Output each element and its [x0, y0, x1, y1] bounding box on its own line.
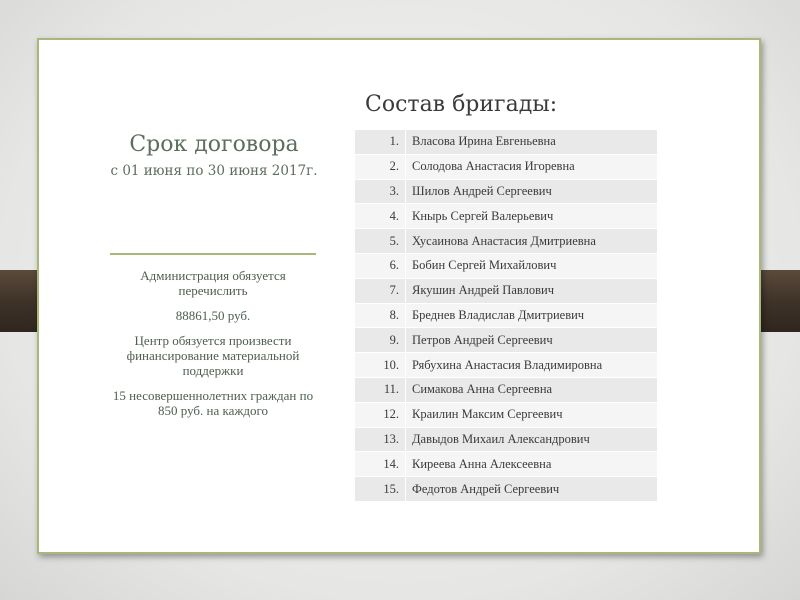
- table-row: [355, 253, 658, 278]
- table-row: [355, 154, 658, 179]
- row-number: 7.: [355, 278, 406, 303]
- term-title: Срок договора: [129, 132, 299, 157]
- member-name: Киреева Анна Алексеевна: [406, 452, 658, 477]
- member-name: Якушин Андрей Павлович: [406, 278, 658, 303]
- info-paragraph: 15 несовершеннолетних граждан по 850 руб. на каждого: [112, 388, 314, 418]
- info-paragraph: Центр обязуется произвести финансирование материальной поддержки: [126, 333, 300, 378]
- table-row: [355, 179, 658, 204]
- member-name: Рябухина Анастасия Владимировна: [406, 353, 658, 378]
- info-block: [112, 268, 314, 428]
- row-number: 9.: [355, 328, 406, 353]
- row-number: 4.: [355, 204, 406, 229]
- member-name: Кнырь Сергей Валерьевич: [406, 204, 658, 229]
- table-row: [355, 278, 658, 303]
- table-row: [355, 353, 658, 378]
- table-row: [355, 427, 658, 452]
- info-paragraph: Администрация обязуется перечислить: [140, 268, 286, 298]
- row-number: 6.: [355, 253, 406, 278]
- divider-line: [110, 253, 316, 255]
- row-number: 11.: [355, 377, 406, 402]
- table-row: [355, 377, 658, 402]
- row-number: 3.: [355, 179, 406, 204]
- crew-table: [354, 129, 658, 502]
- member-name: Бреднев Владислав Дмитриевич: [406, 303, 658, 328]
- row-number: 15.: [355, 477, 406, 502]
- row-number: 13.: [355, 427, 406, 452]
- table-row: [355, 402, 658, 427]
- term-dates: с 01 июня по 30 июня 2017г.: [110, 163, 318, 179]
- member-name: Федотов Андрей Сергеевич: [406, 477, 658, 502]
- row-number: 10.: [355, 353, 406, 378]
- row-number: 5.: [355, 229, 406, 254]
- member-name: Краилин Максим Сергеевич: [406, 402, 658, 427]
- table-row: [355, 328, 658, 353]
- member-name: Солодова Анастасия Игоревна: [406, 154, 658, 179]
- crew-title: Состав бригады:: [365, 92, 558, 117]
- row-number: 8.: [355, 303, 406, 328]
- member-name: Петров Андрей Сергеевич: [406, 328, 658, 353]
- row-number: 14.: [355, 452, 406, 477]
- member-name: Давыдов Михаил Александрович: [406, 427, 658, 452]
- member-name: Власова Ирина Евгеньевна: [406, 130, 658, 155]
- table-row: [355, 452, 658, 477]
- table-row: [355, 204, 658, 229]
- table-row: [355, 130, 658, 155]
- row-number: 12.: [355, 402, 406, 427]
- row-number: 1.: [355, 130, 406, 155]
- member-name: Симакова Анна Сергеевна: [406, 377, 658, 402]
- member-name: Хусаинова Анастасия Дмитриевна: [406, 229, 658, 254]
- table-row: [355, 477, 658, 502]
- info-paragraph: 88861,50 руб.: [175, 308, 251, 323]
- member-name: Шилов Андрей Сергеевич: [406, 179, 658, 204]
- member-name: Бобин Сергей Михайлович: [406, 253, 658, 278]
- row-number: 2.: [355, 154, 406, 179]
- table-row: [355, 229, 658, 254]
- table-row: [355, 303, 658, 328]
